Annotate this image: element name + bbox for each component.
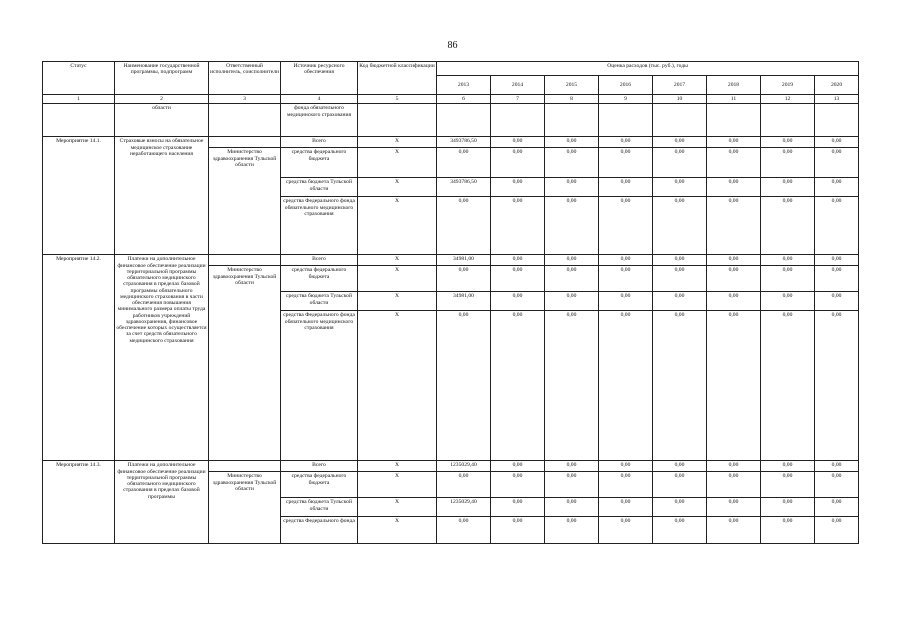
value-cell: 0,00 <box>437 266 491 292</box>
column-index: 8 <box>545 95 599 104</box>
empty-cell <box>707 104 761 137</box>
value-cell: 0,00 <box>491 255 545 266</box>
value-cell: 0,00 <box>707 461 761 472</box>
value-cell: 0,00 <box>653 472 707 498</box>
activity-row-total <box>43 137 859 148</box>
kbk-cell: X <box>358 266 437 292</box>
value-cell: 0,00 <box>491 517 545 544</box>
value-cell: 0,00 <box>761 498 815 517</box>
column-index: 11 <box>707 95 761 104</box>
empty-cell <box>761 104 815 137</box>
kbk-cell: X <box>358 137 437 148</box>
header-year: 2016 <box>599 76 653 95</box>
header-status: Статус <box>43 62 115 95</box>
activity-row-total <box>43 461 859 472</box>
header-kbk: Код бюджетной классификации <box>358 62 437 95</box>
value-cell: 0,00 <box>653 197 707 255</box>
value-cell: 0,00 <box>437 148 491 178</box>
header-year: 2015 <box>545 76 599 95</box>
value-cell: 0,00 <box>599 148 653 178</box>
value-cell: 0,00 <box>653 517 707 544</box>
empty-cell <box>599 104 653 137</box>
value-cell: 0,00 <box>761 255 815 266</box>
value-cell: 0,00 <box>653 461 707 472</box>
value-cell: 0,00 <box>815 292 859 311</box>
value-cell: 0,00 <box>599 292 653 311</box>
value-cell: 0,00 <box>761 197 815 255</box>
kbk-cell: X <box>358 255 437 266</box>
value-cell: 0,00 <box>815 255 859 266</box>
value-cell: 0,00 <box>599 137 653 148</box>
expenses-table <box>42 61 859 544</box>
value-cell: 0,00 <box>599 266 653 292</box>
value-cell: 0,00 <box>545 472 599 498</box>
value-cell: 0,00 <box>815 266 859 292</box>
value-cell: 0,00 <box>545 292 599 311</box>
value-cell: 0,00 <box>815 517 859 544</box>
header-executor: Ответственный исполнитель, соисполнители <box>209 62 281 95</box>
value-cell: 0,00 <box>707 472 761 498</box>
value-cell: 0,00 <box>761 517 815 544</box>
value-cell: 0,00 <box>761 292 815 311</box>
value-cell: 0,00 <box>653 148 707 178</box>
value-cell: 0,00 <box>653 255 707 266</box>
value-cell: 0,00 <box>815 311 859 461</box>
header-source: Источник ресурсного обеспечения <box>281 62 358 95</box>
continuation-row <box>43 104 859 137</box>
value-cell: 0,00 <box>491 178 545 197</box>
value-cell: 0,00 <box>545 197 599 255</box>
executor-blank <box>209 461 281 472</box>
empty-cell <box>437 104 491 137</box>
executor-blank <box>209 137 281 148</box>
value-cell: 0,00 <box>545 311 599 461</box>
value-cell: 0,00 <box>437 517 491 544</box>
column-index: 1 <box>43 95 115 104</box>
header-year: 2019 <box>761 76 815 95</box>
value-cell: 0,00 <box>545 517 599 544</box>
column-index: 2 <box>115 95 209 104</box>
column-index: 3 <box>209 95 281 104</box>
value-cell: 0,00 <box>545 461 599 472</box>
empty-cell <box>491 104 545 137</box>
value-cell: 0,00 <box>707 498 761 517</box>
value-cell: 0,00 <box>815 461 859 472</box>
value-cell: 0,00 <box>491 266 545 292</box>
value-cell: 0,00 <box>599 311 653 461</box>
value-cell: 0,00 <box>707 292 761 311</box>
index-row <box>43 95 859 104</box>
value-cell: 0,00 <box>761 137 815 148</box>
value-cell: 0,00 <box>761 148 815 178</box>
value-cell: 0,00 <box>653 137 707 148</box>
value-cell: 0,00 <box>653 292 707 311</box>
column-index: 5 <box>358 95 437 104</box>
activity-name: Платежи на дополнительное финансовое обеспечение реализации территориальной программы обязательного медицинского страхования в пределах базовой программы <box>115 461 209 544</box>
column-index: 7 <box>491 95 545 104</box>
value-cell: 0,00 <box>437 472 491 498</box>
source-ffoms: средства Федерального фонда <box>281 517 358 544</box>
activity-status: Мероприятие 14.2. <box>43 255 115 461</box>
value-cell: 0,00 <box>491 197 545 255</box>
kbk-cell: X <box>358 472 437 498</box>
kbk-cell: X <box>358 178 437 197</box>
source-federal: средства федерального бюджета <box>281 472 358 498</box>
empty-cell <box>545 104 599 137</box>
value-cell: 0,00 <box>491 472 545 498</box>
value-cell: 0,00 <box>437 311 491 461</box>
column-index: 13 <box>815 95 859 104</box>
value-cell: 0,00 <box>761 178 815 197</box>
value-cell: 0,00 <box>545 266 599 292</box>
column-index: 6 <box>437 95 491 104</box>
source-federal: средства федерального бюджета <box>281 266 358 292</box>
value-cell: 0,00 <box>491 311 545 461</box>
value-cell: 0,00 <box>707 266 761 292</box>
value-cell: 0,00 <box>599 461 653 472</box>
source-total: Всего <box>281 461 358 472</box>
value-cell: 0,00 <box>815 472 859 498</box>
value-cell: 0,00 <box>437 197 491 255</box>
value-cell: 0,00 <box>491 148 545 178</box>
value-cell: 0,00 <box>545 498 599 517</box>
executor-blank <box>209 255 281 266</box>
source-federal: средства федерального бюджета <box>281 148 358 178</box>
value-cell: 0,00 <box>707 197 761 255</box>
value-cell: 0,00 <box>815 498 859 517</box>
header-year: 2017 <box>653 76 707 95</box>
value-cell: 0,00 <box>707 178 761 197</box>
source-cell: фонда обязательного медицинского страхования <box>281 104 358 137</box>
value-cell: 0,00 <box>599 472 653 498</box>
header-year: 2013 <box>437 76 491 95</box>
column-index: 9 <box>599 95 653 104</box>
value-cell: 0,00 <box>653 311 707 461</box>
header-year: 2018 <box>707 76 761 95</box>
kbk-cell: X <box>358 292 437 311</box>
value-cell: 0,00 <box>761 266 815 292</box>
value-cell: 0,00 <box>653 266 707 292</box>
empty-cell <box>358 104 437 137</box>
value-cell: 0,00 <box>761 311 815 461</box>
activity-status: Мероприятие 14.1. <box>43 137 115 255</box>
activity-executor: Министерство здравоохранения Тульской области <box>209 266 281 461</box>
value-cell: 0,00 <box>707 148 761 178</box>
value-cell: 0,00 <box>761 472 815 498</box>
column-index: 12 <box>761 95 815 104</box>
value-cell: 0,00 <box>491 292 545 311</box>
kbk-cell: X <box>358 311 437 461</box>
source-ffoms: средства Федерального фонда обязательного медицинского страхования <box>281 311 358 461</box>
value-cell: 0,00 <box>491 461 545 472</box>
value-cell: 0,00 <box>599 197 653 255</box>
value-cell: 0,00 <box>545 137 599 148</box>
empty-cell <box>815 104 859 137</box>
value-cell: 1235029,40 <box>437 498 491 517</box>
value-cell: 0,00 <box>491 137 545 148</box>
value-cell: 0,00 <box>599 517 653 544</box>
value-cell: 0,00 <box>707 137 761 148</box>
source-regional: средства бюджета Тульской области <box>281 292 358 311</box>
value-cell: 1235029,40 <box>437 461 491 472</box>
source-regional: средства бюджета Тульской области <box>281 178 358 197</box>
value-cell: 0,00 <box>545 178 599 197</box>
value-cell: 3493786,50 <box>437 137 491 148</box>
value-cell: 0,00 <box>545 148 599 178</box>
kbk-cell: X <box>358 498 437 517</box>
header-row <box>43 62 859 76</box>
kbk-cell: X <box>358 517 437 544</box>
value-cell: 0,00 <box>707 311 761 461</box>
activity-status: Мероприятие 14.3. <box>43 461 115 544</box>
value-cell: 0,00 <box>599 498 653 517</box>
value-cell: 0,00 <box>815 178 859 197</box>
activity-executor: Министерство здравоохранения Тульской области <box>209 148 281 255</box>
header-estimate: Оценка расходов (тыс. руб.), годы <box>437 62 859 76</box>
value-cell: 0,00 <box>653 178 707 197</box>
source-regional: средства бюджета Тульской области <box>281 498 358 517</box>
value-cell: 0,00 <box>815 148 859 178</box>
value-cell: 0,00 <box>545 255 599 266</box>
value-cell: 34981,00 <box>437 292 491 311</box>
kbk-cell: X <box>358 197 437 255</box>
empty-cell <box>653 104 707 137</box>
column-index: 10 <box>653 95 707 104</box>
value-cell: 0,00 <box>707 517 761 544</box>
executor-cell <box>209 104 281 137</box>
header-year: 2014 <box>491 76 545 95</box>
column-index: 4 <box>281 95 358 104</box>
page-number: 86 <box>447 40 458 51</box>
value-cell: 34981,00 <box>437 255 491 266</box>
activity-name: Страховые взносы на обязательное медицинское страхование неработающего населения <box>115 137 209 255</box>
value-cell: 0,00 <box>653 498 707 517</box>
header-name: Наименование государственной программы, подпрограмм <box>115 62 209 95</box>
value-cell: 0,00 <box>761 461 815 472</box>
value-cell: 0,00 <box>815 137 859 148</box>
source-total: Всего <box>281 255 358 266</box>
activity-name: Платежи на дополнительное финансовое обеспечение реализации территориальной программы обязательного медицинского страхования в пределах базовой программы обязательного медицинского страхования в части обеспечения повышения минимального размера оплаты труда работников учреждений здравоохранения, финансовое обеспечение которых осуществляется за счет средств обязательного медицинского страхования <box>115 255 209 461</box>
value-cell: 0,00 <box>491 498 545 517</box>
kbk-cell: X <box>358 461 437 472</box>
value-cell: 0,00 <box>815 197 859 255</box>
status-cell <box>43 104 115 137</box>
header-year: 2020 <box>815 76 859 95</box>
activity-row-total <box>43 255 859 266</box>
value-cell: 0,00 <box>599 255 653 266</box>
name-cell: области <box>115 104 209 137</box>
value-cell: 3493786,50 <box>437 178 491 197</box>
activity-executor: Министерство здравоохранения Тульской области <box>209 472 281 544</box>
source-ffoms: средства Федерального фонда обязательного медицинского страхования <box>281 197 358 255</box>
source-total: Всего <box>281 137 358 148</box>
value-cell: 0,00 <box>599 178 653 197</box>
kbk-cell: X <box>358 148 437 178</box>
value-cell: 0,00 <box>707 255 761 266</box>
